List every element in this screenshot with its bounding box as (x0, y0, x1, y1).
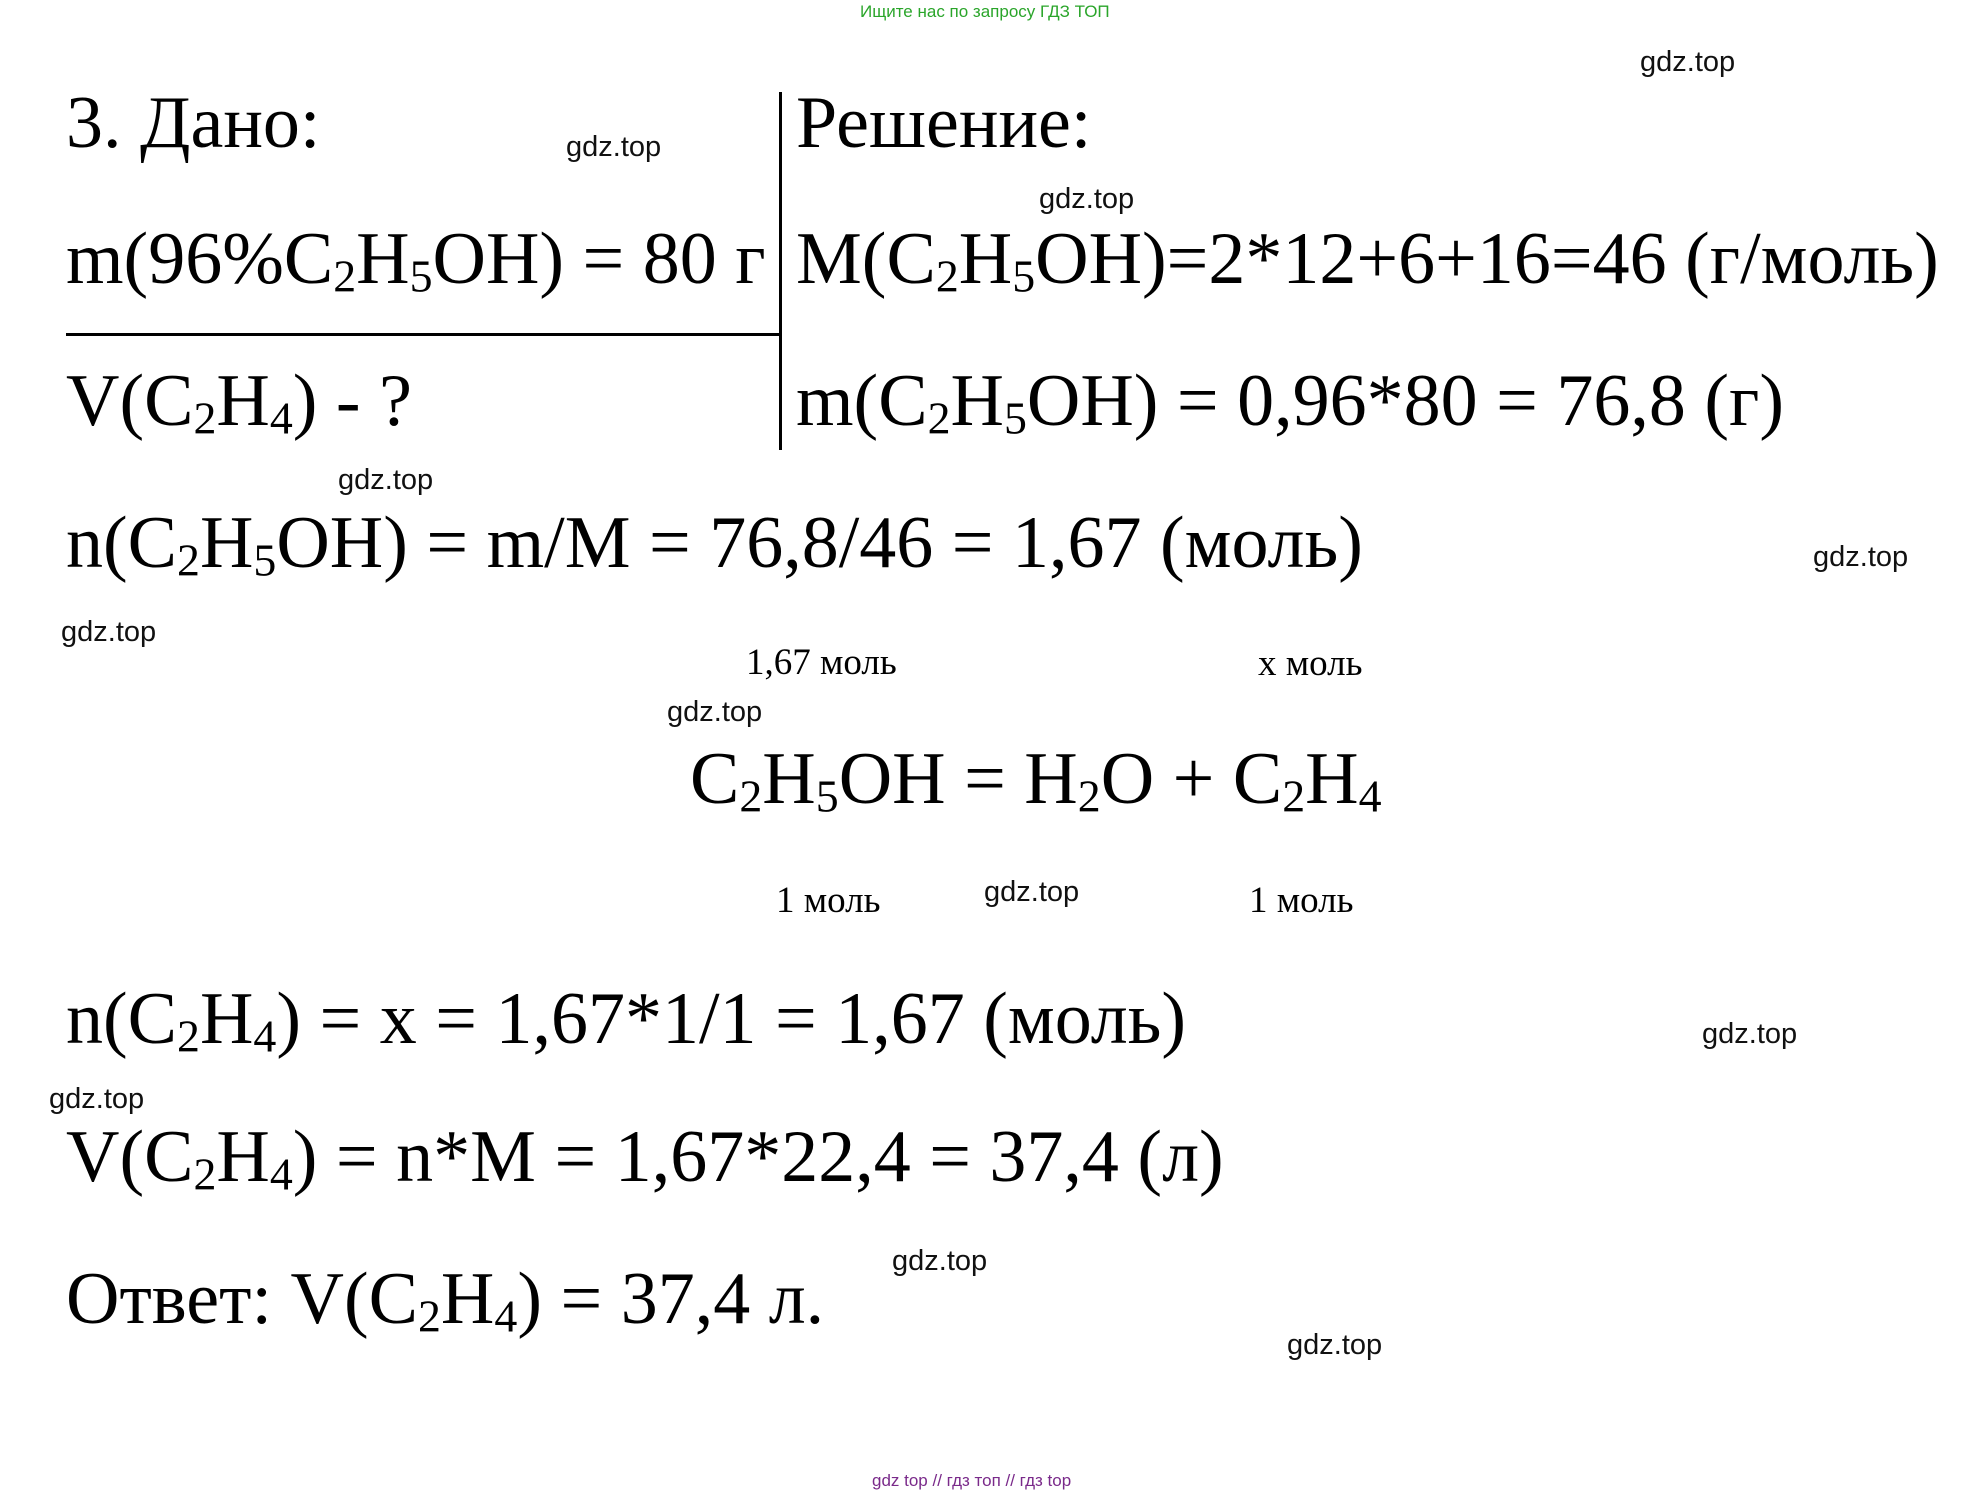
reaction-below-right: 1 моль (1249, 880, 1354, 921)
watermark: gdz.top (984, 876, 1080, 908)
watermark: gdz.top (566, 131, 662, 163)
watermark: gdz.top (1640, 46, 1736, 78)
given-find-line: $V(C_2H_4)$ - ? (66, 360, 412, 444)
reaction-above-right: х моль (1258, 643, 1363, 684)
watermark: gdz.top (1813, 541, 1909, 573)
watermark: gdz.top (1702, 1018, 1798, 1050)
top-search-note: Ищите нас по запросу ГДЗ ТОП (860, 2, 1110, 21)
volume-line: $V(C_2H_4) = n*M = 1,67*22,4 = 37,4$ (л) (66, 1116, 1224, 1200)
given-heading: 3. Дано: (66, 82, 321, 164)
ethanol-moles-line: $n(C_2H_5OH) = m/M = 76,8/46 = 1,67$ (моль) (66, 502, 1363, 586)
answer-line: Ответ: $V(C_2H_4) = 37,4$ л. (66, 1258, 825, 1342)
footer-links: gdz top // гдз топ // гдз top (872, 1471, 1072, 1490)
molar-mass-line: $M(C_2H_5OH)=2*12+6+16=46$ (г/моль) (796, 218, 1939, 302)
watermark: gdz.top (1039, 183, 1135, 215)
watermark: gdz.top (49, 1083, 145, 1115)
reaction-below-left: 1 моль (776, 880, 881, 921)
given-mass-line: $m(96\%C_2H_5OH) = 80$ г (66, 218, 766, 302)
reaction-equation: $C_2H_5OH = H_2O + C_2H_4$ (690, 738, 1382, 822)
given-divider (66, 333, 782, 336)
ethylene-moles-line: $n(C_2H_4) = х = 1,67*1/1 = 1,67$ (моль) (66, 978, 1187, 1062)
pure-mass-line: $m(C_2H_5OH) = 0,96*80 = 76,8$ (г) (796, 360, 1785, 444)
solution-heading: Решение: (796, 82, 1092, 164)
watermark: gdz.top (338, 464, 434, 496)
watermark: gdz.top (667, 696, 763, 728)
reaction-above-left: 1,67 моль (746, 642, 897, 683)
given-solution-separator (779, 92, 782, 450)
watermark: gdz.top (1287, 1329, 1383, 1361)
watermark: gdz.top (892, 1245, 988, 1277)
watermark: gdz.top (61, 616, 157, 648)
